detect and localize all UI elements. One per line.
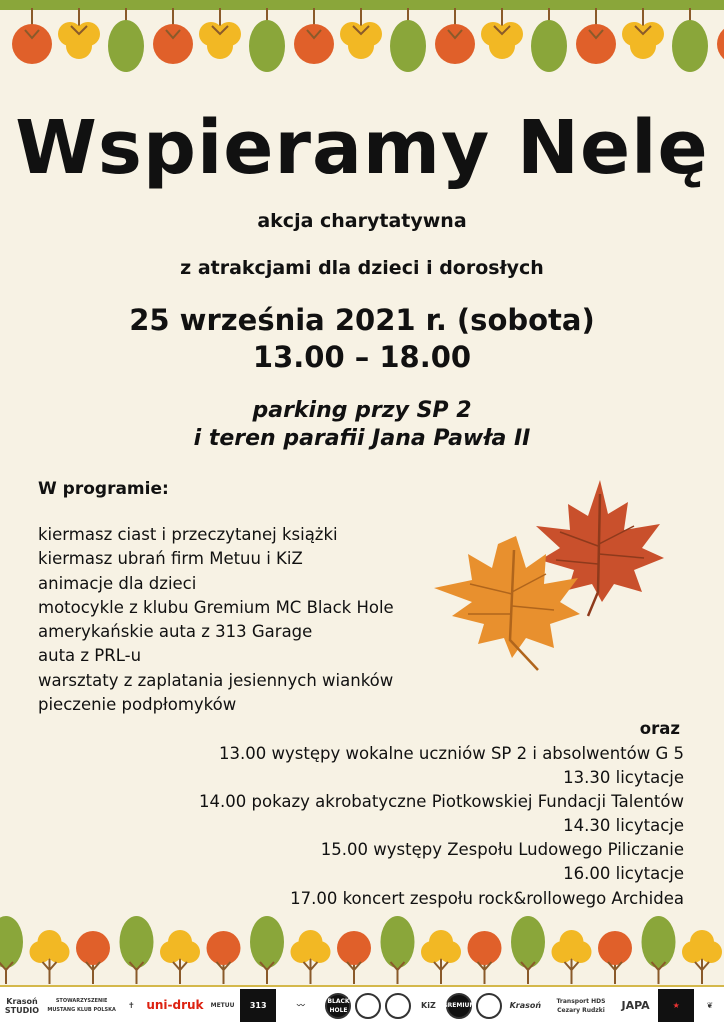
standing-tree-icon [250, 916, 284, 984]
subtitle-attractions: z atrakcjami dla dzieci i dorosłych [180, 257, 544, 279]
sponsor-logo-black-hole: BLACK HOLE [325, 993, 351, 1019]
page-title: Wspieramy Nelę [15, 105, 709, 191]
hanging-tree-icon [531, 8, 567, 72]
standing-tree-icon [291, 930, 331, 984]
hanging-tree-icon [58, 8, 100, 59]
hanging-tree-icon [199, 8, 241, 59]
standing-tree-icon [511, 916, 545, 984]
hanging-tree-icon [672, 8, 708, 72]
standing-tree-icon [598, 931, 632, 984]
sponsor-logo-gremium: GREMIUM [446, 993, 472, 1019]
program-list [38, 523, 394, 717]
sponsor-logo-metuu: METUU [210, 1002, 235, 1009]
program-item: auta z PRL-u [38, 646, 142, 666]
standing-tree-icon [76, 931, 110, 984]
program-heading: W programie: [38, 479, 169, 499]
hanging-tree-icon [390, 8, 426, 72]
schedule-heading: oraz [639, 719, 680, 738]
hanging-tree-icon [622, 8, 664, 59]
standing-tree-icon [337, 931, 371, 984]
standing-tree-icon [120, 916, 154, 984]
hanging-tree-icon [576, 8, 616, 64]
sponsor-logo-japa: JAPA [621, 999, 650, 1012]
sponsor-logo-kiz: KiZ [421, 1001, 436, 1010]
hanging-tree-icon [435, 8, 475, 64]
hanging-tree-icon [12, 8, 52, 64]
top-tree-decoration [0, 8, 724, 88]
hanging-tree-icon [481, 8, 523, 59]
program-item: amerykańskie auta z 313 Garage [38, 622, 313, 642]
schedule-item: 16.00 licytacje [563, 864, 684, 884]
standing-tree-icon [0, 916, 23, 984]
standing-tree-icon [160, 930, 200, 984]
sponsor-logo-uni-druk: uni-druk [146, 998, 204, 1012]
schedule-item: 14.30 licytacje [563, 816, 684, 836]
standing-tree-icon [552, 930, 592, 984]
standing-tree-icon [682, 930, 722, 984]
sponsor-logo-folk-emblem [476, 993, 502, 1019]
sponsor-logo-bar [0, 985, 724, 1024]
standing-tree-icon [468, 931, 502, 984]
schedule-list [199, 742, 684, 911]
program-item: kiermasz ubrań firm Metuu i KiZ [38, 549, 303, 569]
event-time: 13.00 – 18.00 [252, 340, 472, 374]
sponsor-logo-313-garage: 313 [240, 989, 276, 1022]
standing-tree-icon [421, 930, 461, 984]
sponsor-logo-round-emblem [355, 993, 381, 1019]
sponsor-logo-krason-script: Krasoń [509, 1001, 542, 1010]
sponsor-logo-round-seal [385, 993, 411, 1019]
program-item: warsztaty z zaplatania jesiennych wianków [38, 670, 394, 690]
program-item: pieczenie podpłomyków [38, 695, 237, 715]
sponsor-logo-church-icon: ✝ [127, 1001, 135, 1010]
hanging-tree-icon [294, 8, 334, 64]
hanging-tree-icon [108, 8, 144, 72]
autumn-leaves-illustration [428, 474, 668, 684]
standing-tree-icon [642, 916, 676, 984]
sponsor-logo-talent-foundation: 〰 [296, 1001, 305, 1010]
standing-tree-icon [30, 930, 70, 984]
hanging-tree-icon [153, 8, 193, 64]
program-item: kiermasz ciast i przeczytanej książki [38, 525, 338, 544]
hanging-tree-icon [249, 8, 285, 72]
subtitle-charity: akcja charytatywna [257, 210, 467, 232]
hanging-tree-icon [340, 8, 382, 59]
sponsor-logo-mustang-club: STOWARZYSZENIE MUSTANG KLUB POLSKA [47, 997, 116, 1013]
standing-tree-icon [381, 916, 415, 984]
event-location-line2: i teren parafii Jana Pawła II [193, 426, 531, 451]
schedule-item: 17.00 koncert zespołu rock&rollowego Archidea [290, 888, 684, 908]
program-item: motocykle z klubu Gremium MC Black Hole [38, 597, 394, 617]
sponsor-logo-small-emblem: ❦ [706, 1001, 714, 1010]
standing-tree-icon [207, 931, 241, 984]
schedule-item: 13.00 występy wokalne uczniów SP 2 i absolwentów G 5 [219, 744, 684, 763]
program-item: animacje dla dzieci [38, 573, 197, 593]
sponsor-logo-red-dark: ★ [658, 989, 694, 1022]
event-date: 25 września 2021 r. (sobota) [129, 303, 595, 337]
sponsor-logo-krason-studio: Krasoń STUDIO [4, 996, 40, 1015]
sponsor-logo-transport-hds: Transport HDS Cezary Rudzki [556, 997, 606, 1014]
schedule-item: 15.00 występy Zespołu Ludowego Piliczanie [320, 840, 684, 860]
schedule-item: 14.00 pokazy akrobatyczne Piotkowskiej Fundacji Talentów [199, 792, 684, 812]
hanging-tree-icon [717, 8, 724, 64]
event-location-line1: parking przy SP 2 [252, 398, 472, 423]
bottom-tree-decoration [0, 912, 724, 987]
schedule-item: 13.30 licytacje [563, 768, 684, 788]
